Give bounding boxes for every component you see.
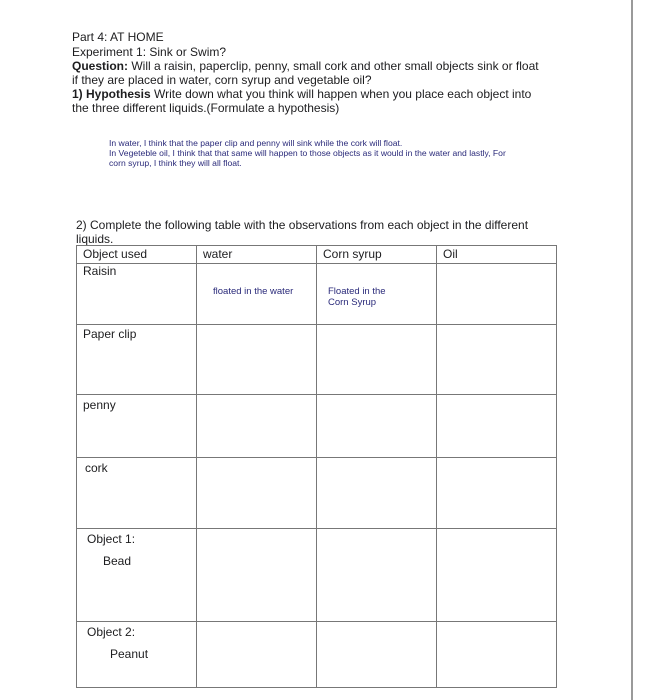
answer-line-1: In water, I think that the paper clip and penny will sink while the cork will float. (109, 138, 403, 148)
cell-oil[interactable] (437, 458, 557, 529)
table-instruction-line-1: 2) Complete the following table with the observations from each object in the different (76, 218, 529, 232)
table-row (77, 264, 557, 325)
experiment-title: Experiment 1: Sink or Swim? (72, 45, 227, 59)
cell-oil[interactable] (437, 529, 557, 622)
cell-oil[interactable] (437, 264, 557, 325)
cell-water[interactable] (197, 622, 317, 688)
cell-oil[interactable] (437, 325, 557, 395)
question-text-1: Will a raisin, paperclip, penny, small cork and other small objects sink or float (128, 59, 539, 73)
table-row (77, 458, 557, 529)
paper-edge (631, 0, 633, 700)
cell-water[interactable] (197, 325, 317, 395)
header-oil: Oil (437, 246, 557, 264)
cell-object: Object 2: Peanut (77, 622, 197, 688)
cell-corn-syrup[interactable] (317, 264, 437, 325)
table-row (77, 325, 557, 395)
table-row (77, 622, 557, 688)
header-object-used: Object used (77, 246, 197, 264)
hypothesis-line-2: the three different liquids.(Formulate a hypothesis) (72, 101, 340, 115)
answer-line-2: In Vegeteble oil, I think that that same will happen to those objects as it would in the water and lastly, For (109, 148, 506, 158)
handwritten-water: floated in the water (213, 286, 294, 297)
cell-object: cork (77, 458, 197, 529)
observation-table (76, 245, 557, 688)
cell-oil[interactable] (437, 395, 557, 458)
answer-line-3: corn syrup, I think they will all float. (109, 158, 242, 168)
cell-water[interactable] (197, 529, 317, 622)
cell-corn-syrup[interactable] (317, 458, 437, 529)
object-1-value: Bead (103, 554, 132, 568)
cell-water[interactable] (197, 264, 317, 325)
cell-object: Raisin (77, 264, 197, 325)
cell-oil[interactable] (437, 622, 557, 688)
cell-object: Object 1: Bead (77, 529, 197, 622)
table-row (77, 529, 557, 622)
object-2-value: Peanut (110, 647, 149, 661)
table-header-row (77, 246, 557, 264)
cell-corn-syrup[interactable] (317, 622, 437, 688)
question-line-2: if they are placed in water, corn syrup and vegetable oil? (72, 73, 372, 87)
hypothesis-text-1: Write down what you think will happen when you place each object into (150, 87, 532, 101)
cell-object: penny (77, 395, 197, 458)
header-corn-syrup: Corn syrup (317, 246, 437, 264)
header-water: water (197, 246, 317, 264)
cell-corn-syrup[interactable] (317, 529, 437, 622)
cell-corn-syrup[interactable] (317, 395, 437, 458)
question-label: Question: (72, 59, 128, 73)
cell-corn-syrup[interactable] (317, 325, 437, 395)
handwritten-corn-1: Floated in the (328, 286, 386, 297)
part-title: Part 4: AT HOME (72, 30, 164, 44)
cell-water[interactable] (197, 458, 317, 529)
question-line-1 (72, 59, 539, 74)
table-instruction-line-2: liquids. (76, 232, 114, 246)
cell-object: Paper clip (77, 325, 197, 395)
hypothesis-label: 1) Hypothesis (72, 87, 151, 101)
hypothesis-line-1 (72, 87, 531, 102)
table-row (77, 395, 557, 458)
handwritten-corn-2: Corn Syrup (328, 297, 377, 308)
cell-water[interactable] (197, 395, 317, 458)
